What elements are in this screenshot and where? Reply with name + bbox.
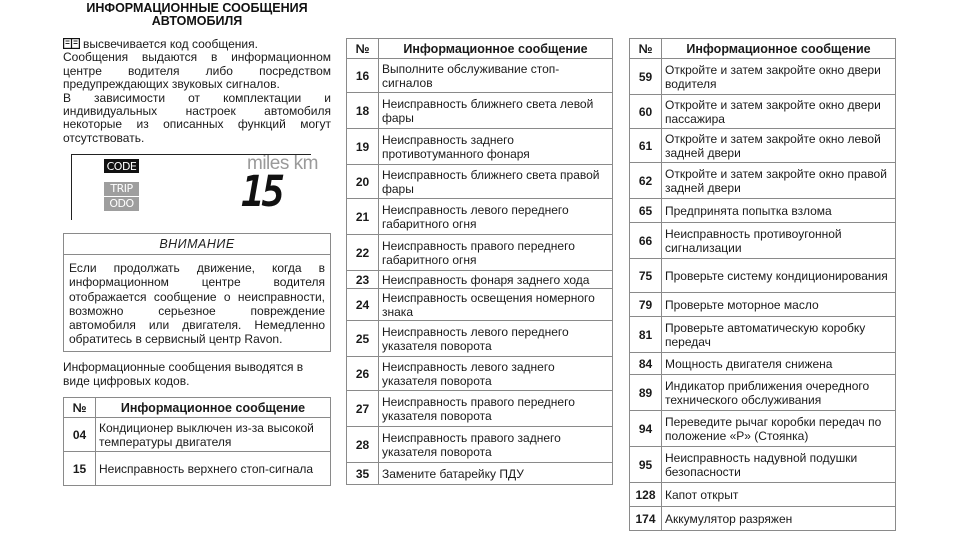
message-code: 95 (630, 447, 662, 483)
table-row (630, 95, 896, 129)
message-code: 19 (347, 129, 379, 165)
table-row (347, 235, 613, 271)
message-text: Переведите рычаг коробки передач по положение «P» (Стоянка) (662, 411, 896, 447)
header-num: № (64, 398, 96, 418)
info-line: Информационные сообщения выводятся в виде цифровых кодов. (63, 360, 304, 389)
table-row (630, 375, 896, 411)
message-text: Неисправность левого переднего указателя поворота (379, 321, 613, 357)
message-text: Проверьте систему кондиционирования (662, 259, 896, 293)
message-code: 65 (630, 199, 662, 223)
table-row (347, 199, 613, 235)
table-row (630, 483, 896, 507)
right-column (629, 38, 896, 531)
message-code: 04 (64, 418, 96, 452)
message-code: 25 (347, 321, 379, 357)
message-text: Неисправность верхнего стоп-сигнала (96, 452, 331, 486)
table-row (630, 353, 896, 375)
message-text: Откройте и затем закройте окно двери пассажира (662, 95, 896, 129)
message-code: 28 (347, 427, 379, 463)
table-row (630, 199, 896, 223)
table-row (630, 163, 896, 199)
header-num: № (347, 39, 379, 59)
message-code: 94 (630, 411, 662, 447)
odo-badge: ODO (104, 197, 139, 211)
table-row (347, 59, 613, 93)
message-code: 174 (630, 507, 662, 531)
table-row (630, 293, 896, 317)
table-row (630, 507, 896, 531)
table-row (347, 357, 613, 391)
message-text: Аккумулятор разряжен (662, 507, 896, 531)
table-row (630, 447, 896, 483)
message-text: Неисправность правого переднего указателя поворота (379, 391, 613, 427)
message-text: Неисправность правого заднего указателя поворота (379, 427, 613, 463)
message-text: Неисправность ближнего света левой фары (379, 93, 613, 129)
codes-table-right (629, 38, 896, 531)
message-text: Замените батарейку ПДУ (379, 463, 613, 485)
table-row (347, 129, 613, 165)
codes-table-middle (346, 38, 613, 485)
table-row (347, 165, 613, 199)
warning-text: Если продолжать движение, когда в информационном центре водителя отображается сообщение о неисправности, возможно серьезное повреждение автомобиля или двигателя. Немедленно обратитесь в сервисный центр Ravon. (69, 261, 325, 347)
icon-caption-line (63, 38, 331, 51)
message-code: 24 (347, 289, 379, 321)
message-code: 22 (347, 235, 379, 271)
message-text: Неисправность фонаря заднего хода (379, 271, 613, 289)
message-text: Неисправность освещения номерного знака (379, 289, 613, 321)
message-code: 26 (347, 357, 379, 391)
message-code: 62 (630, 163, 662, 199)
table-row (630, 259, 896, 293)
table-row (347, 93, 613, 129)
table-header-row (347, 39, 613, 59)
instrument-display (63, 152, 331, 230)
message-code: 35 (347, 463, 379, 485)
message-text: Неисправность левого заднего указателя поворота (379, 357, 613, 391)
message-code: 128 (630, 483, 662, 507)
header-num: № (630, 39, 662, 59)
message-code: 81 (630, 317, 662, 353)
message-text: Проверьте моторное масло (662, 293, 896, 317)
message-code: 18 (347, 93, 379, 129)
table-header-row (630, 39, 896, 59)
message-text: Неисправность левого переднего габаритного огня (379, 199, 613, 235)
message-code: 15 (64, 452, 96, 486)
message-text: Откройте и затем закройте окно двери водителя (662, 59, 896, 95)
page-title (63, 2, 331, 28)
units-label: miles km (247, 153, 318, 175)
message-text: Откройте и затем закройте окно левой задней двери (662, 129, 896, 163)
table-row (347, 321, 613, 357)
message-text: Откройте и затем закройте окно правой задней двери (662, 163, 896, 199)
message-text: Неисправность ближнего света правой фары (379, 165, 613, 199)
intro-paragraph-2: В зависимости от комплектации и индивидуальных настроек автомобиля некоторые из описанных функций могут отсутствовать. (63, 90, 331, 145)
table-row (347, 391, 613, 427)
message-text: Выполните обслуживание стоп-сигналов (379, 59, 613, 93)
message-code: 75 (630, 259, 662, 293)
warning-title: ВНИМАНИЕ (64, 234, 330, 255)
table-row (630, 317, 896, 353)
warning-box (63, 233, 331, 352)
table-row (347, 463, 613, 485)
intro-text (63, 38, 331, 145)
page-title-line-1: ИНФОРМАЦИОННЫЕ СООБЩЕНИЯ (86, 1, 308, 15)
message-text: Проверьте автоматическую коробку передач (662, 317, 896, 353)
page-title-line-2: АВТОМОБИЛЯ (151, 14, 243, 28)
table-row (630, 59, 896, 95)
message-text: Неисправность правого переднего габаритного огня (379, 235, 613, 271)
code-badge: CODE (104, 159, 139, 173)
book-icon (63, 38, 80, 49)
table-row (630, 223, 896, 259)
message-code: 20 (347, 165, 379, 199)
table-row (64, 418, 331, 452)
message-text: Капот открыт (662, 483, 896, 507)
message-text: Кондиционер выключен из-за высокой температуры двигателя (96, 418, 331, 452)
message-text: Неисправность заднего противотуманного фонаря (379, 129, 613, 165)
middle-column (346, 38, 613, 485)
message-code: 79 (630, 293, 662, 317)
codes-table-left (63, 397, 331, 486)
table-row (347, 271, 613, 289)
message-code: 60 (630, 95, 662, 129)
message-text: Мощность двигателя снижена (662, 353, 896, 375)
table-row (64, 452, 331, 486)
intro-paragraph-1: Сообщения выдаются в информационном центре водителя либо посредством предупреждающих звуковых сигналов. (63, 50, 331, 92)
message-code: 27 (347, 391, 379, 427)
table-row (630, 129, 896, 163)
message-code: 59 (630, 59, 662, 95)
trip-badge: TRIP (104, 182, 139, 196)
message-text: Неисправность противоугонной сигнализации (662, 223, 896, 259)
message-code: 66 (630, 223, 662, 259)
header-message: Информационное сообщение (379, 39, 613, 59)
table-row (630, 411, 896, 447)
header-message: Информационное сообщение (662, 39, 896, 59)
header-message: Информационное сообщение (96, 398, 331, 418)
table-row (347, 289, 613, 321)
left-column (63, 2, 331, 486)
display-digits: 15 (241, 167, 283, 218)
message-code: 84 (630, 353, 662, 375)
icon-caption: высвечивается код сообщения. (83, 37, 258, 51)
table-row (347, 427, 613, 463)
message-code: 16 (347, 59, 379, 93)
message-code: 61 (630, 129, 662, 163)
message-text: Неисправность надувной подушки безопасности (662, 447, 896, 483)
message-text: Предпринята попытка взлома (662, 199, 896, 223)
message-code: 21 (347, 199, 379, 235)
message-code: 89 (630, 375, 662, 411)
message-code: 23 (347, 271, 379, 289)
message-text: Индикатор приближения очередного технического обслуживания (662, 375, 896, 411)
table-header-row (64, 398, 331, 418)
